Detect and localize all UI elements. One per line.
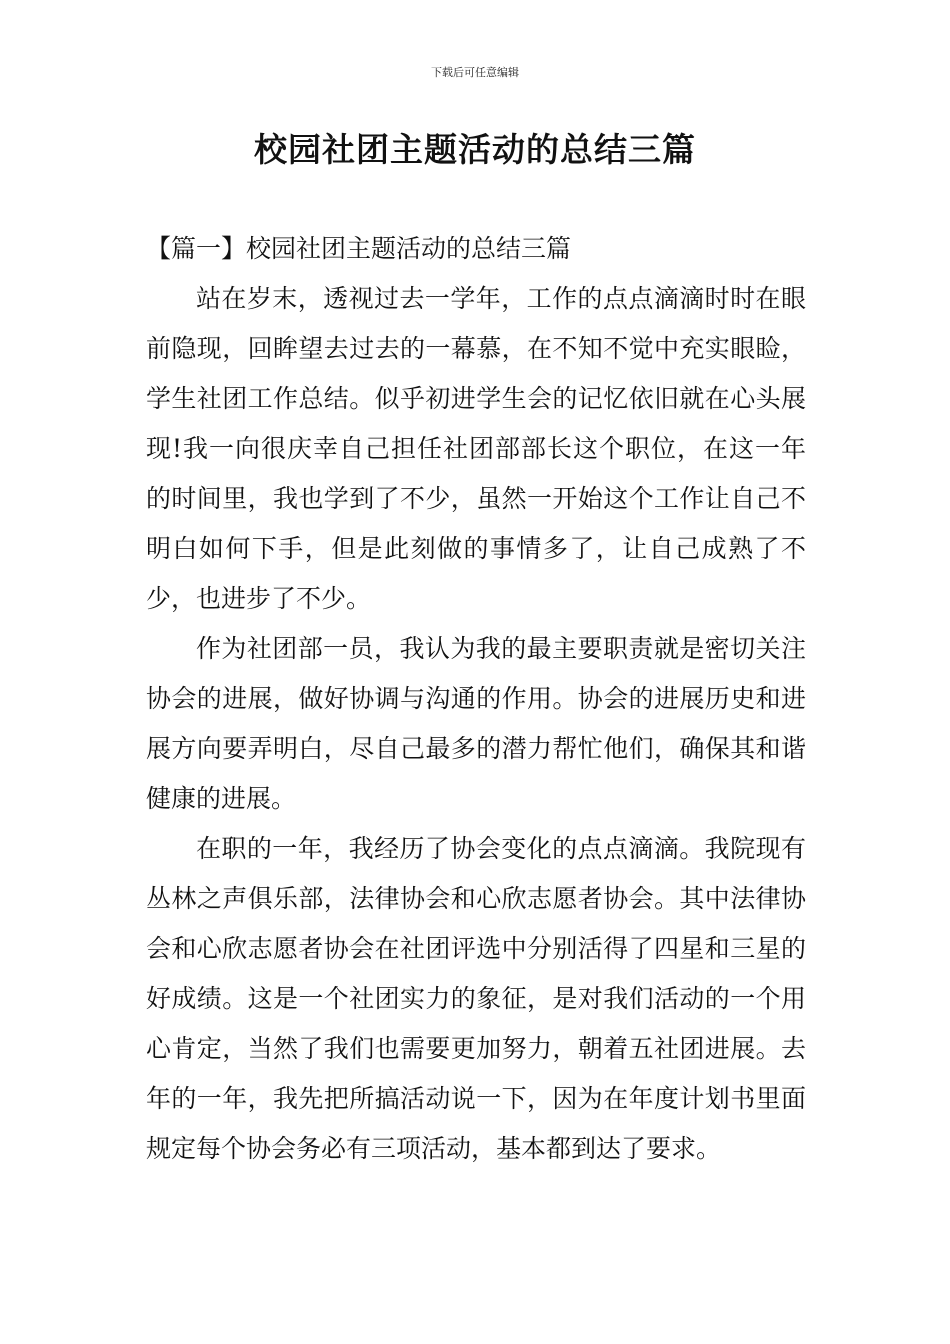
section-heading: 【篇一】校园社团主题活动的总结三篇 — [146, 234, 572, 263]
document-body — [146, 224, 806, 1174]
document-title: 校园社团主题活动的总结三篇 — [254, 130, 696, 169]
paragraph-2: 作为社团部一员，我认为我的最主要职责就是密切关注协会的进展，做好协调与沟通的作用。协会的进展历史和进展方向要弄明白，尽自己最多的潜力帮忙他们，确保其和谐健康的进展。 — [146, 634, 806, 813]
paragraph-1: 站在岁末，透视过去一学年，工作的点点滴滴时时在眼前隐现，回眸望去过去的一幕慕，在不知不觉中充实眼睑，学生社团工作总结。似乎初进学生会的记忆依旧就在心头展现!我一向很庆幸自己担任社团部部长这个职位，在这一年的时间里，我也学到了不少，虽然一开始这个工作让自己不明白如何下手，但是此刻做的事情多了，让自己成熟了不少，也进步了不少。 — [146, 284, 806, 613]
header-note: 下载后可任意编辑 — [431, 66, 519, 79]
paragraph-3: 在职的一年，我经历了协会变化的点点滴滴。我院现有丛林之声俱乐部，法律协会和心欣志愿者协会。其中法律协会和心欣志愿者协会在社团评选中分别活得了四星和三星的好成绩。这是一个社团实力的象征，是对我们活动的一个用心肯定，当然了我们也需要更加努力，朝着五社团进展。去年的一年，我先把所搞活动说一下，因为在年度计划书里面规定每个协会务必有三项活动，基本都到达了要求。 — [146, 834, 806, 1163]
